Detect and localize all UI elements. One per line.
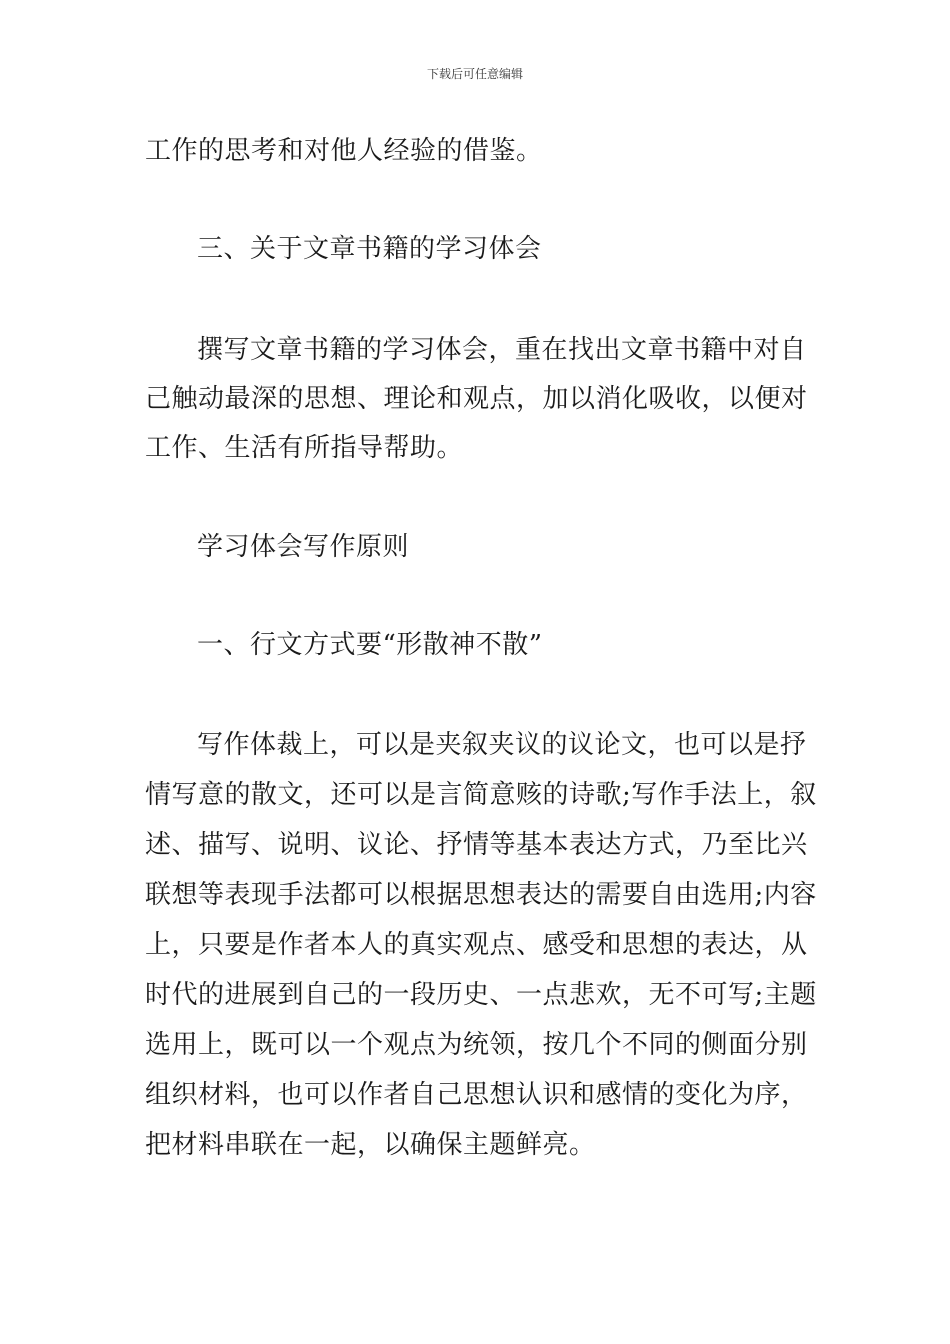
paragraph-line: 写作体裁上，可以是夹叙夹议的议论文，也可以是抒 [197, 730, 807, 760]
page-header: 下载后可任意编辑 [426, 67, 523, 81]
paragraph-line: 联想等表现手法都可以根据思想表达的需要自由选用;内容 [145, 880, 817, 910]
section-heading: 一、行文方式要“形散神不散” [197, 630, 543, 660]
paragraph-line: 时代的进展到自己的一段历史、一点悲欢，无不可写;主题 [145, 980, 817, 1010]
paragraph-line: 己触动最深的思想、理论和观点，加以消化吸收，以便对 [145, 384, 808, 414]
paragraph-line: 撰写文章书籍的学习体会，重在找出文章书籍中对自 [197, 335, 807, 365]
section-heading: 学习体会写作原则 [197, 532, 410, 562]
paragraph-line: 情写意的散文，还可以是言简意赅的诗歌;写作手法上，叙 [145, 780, 817, 810]
paragraph-line: 组织材料，也可以作者自己思想认识和感情的变化为序， [145, 1080, 808, 1110]
paragraph-line: 工作、生活有所指导帮助。 [145, 433, 464, 463]
section-heading: 三、关于文章书籍的学习体会 [197, 234, 542, 264]
paragraph-line: 把材料串联在一起，以确保主题鲜亮。 [145, 1130, 596, 1160]
paragraph-line: 工作的思考和对他人经验的借鉴。 [145, 136, 543, 166]
paragraph-line: 述、描写、说明、议论、抒情等基本表达方式，乃至比兴 [145, 830, 808, 860]
paragraph-line: 上，只要是作者本人的真实观点、感受和思想的表达，从 [145, 930, 808, 960]
paragraph-line: 选用上，既可以一个观点为统领，按几个不同的侧面分别 [145, 1030, 808, 1060]
